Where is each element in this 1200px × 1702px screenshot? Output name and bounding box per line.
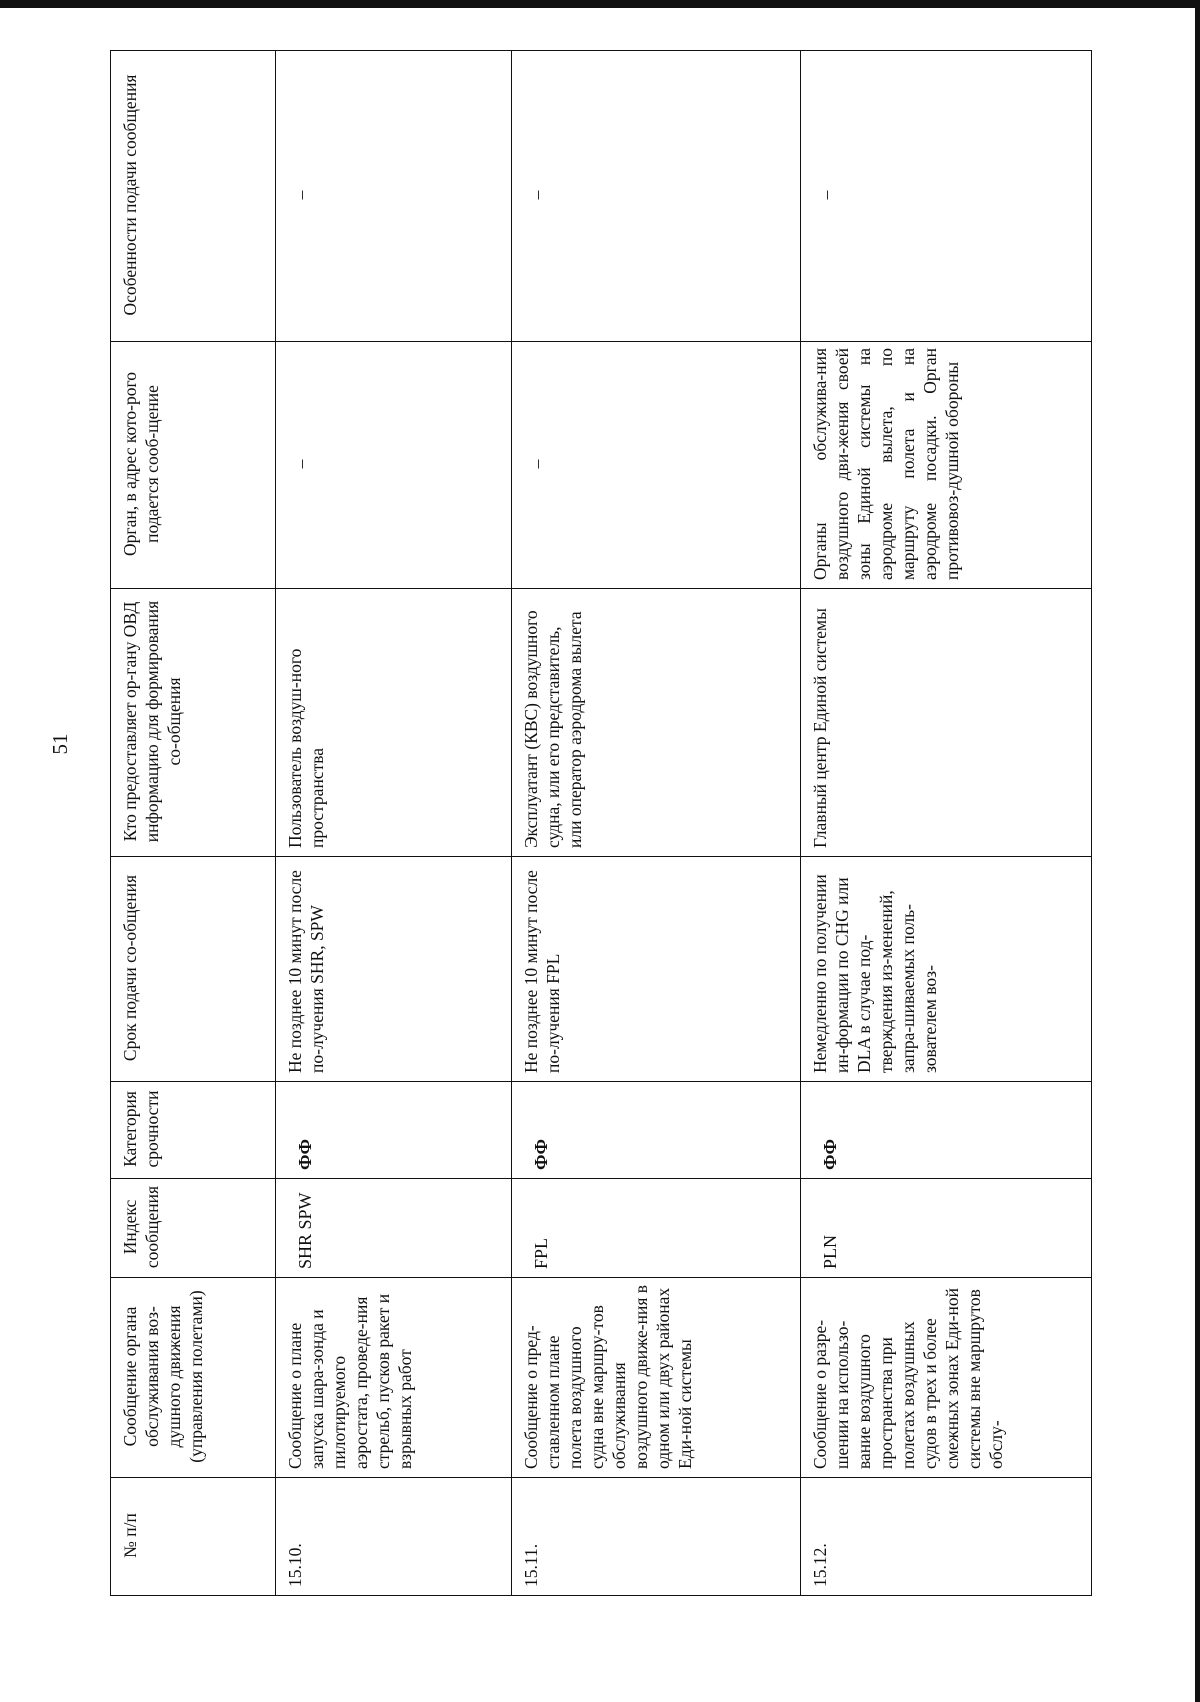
header-deadline: Срок подачи со-общения (111, 857, 276, 1082)
cell-index: FPL (512, 1179, 801, 1278)
header-number: № п/п (111, 1478, 276, 1596)
cell-category: ФФ (512, 1082, 801, 1179)
table-row (512, 51, 801, 1596)
cell-recipient: Органы обслужива-ния воздушного дви-жения своей зоны Единой системы на аэродроме вылета, по маршруту полета и на аэродроме посадки. Орган противовоз-душной обороны (801, 342, 1092, 589)
cell-provider: Главный центр Единой системы (801, 589, 1092, 857)
table-header-row (111, 51, 276, 1596)
cell-message: Сообщение о плане запуска шара-зонда и пилотируемого аэростата, проведе-ния стрельб, пусков ракет и взрывных работ (276, 1278, 512, 1478)
cell-features: – (512, 51, 801, 342)
cell-provider: Пользователь воздуш-ного пространства (276, 589, 512, 857)
cell-number: 15.12. (801, 1478, 1092, 1596)
table-row (276, 51, 512, 1596)
scan-right-edge (1195, 0, 1200, 1702)
cell-message: Сообщение о пред-ставленном плане полета воздушного судна вне маршру-тов обслуживания воздушного движе-ния в одном или двух районах Еди-ной системы (512, 1278, 801, 1478)
cell-deadline: Не позднее 10 минут после по-лучения SHR, SPW (276, 857, 512, 1082)
cell-category: ФФ (276, 1082, 512, 1179)
header-provider: Кто предоставляет ор-гану ОВД информацию для формирования со-общения (111, 589, 276, 857)
header-recipient: Орган, в адрес кото-рого подается сооб-щение (111, 342, 276, 589)
rotated-page (48, 51, 1092, 1596)
cell-features: – (801, 51, 1092, 342)
cell-index: PLN (801, 1179, 1092, 1278)
cell-index: SHR SPW (276, 1179, 512, 1278)
cell-features: – (276, 51, 512, 342)
message-table (110, 50, 1092, 1596)
scan-top-edge (0, 0, 1200, 8)
cell-message: Сообщение о разре-шении на использо-вание воздушного пространства при полетах воздушных судов в трех и более смежных зонах Еди-ной системы вне маршрутов обслу- (801, 1278, 1092, 1478)
header-category: Категория срочности (111, 1082, 276, 1179)
cell-deadline: Не позднее 10 минут после по-лучения FPL (512, 857, 801, 1082)
cell-number: 15.11. (512, 1478, 801, 1596)
header-message: Сообщение органа обслуживания воз-душного движения (управления полетами) (111, 1278, 276, 1478)
header-features: Особенности подачи сообщения (111, 51, 276, 342)
cell-provider: Эксплуатант (КВС) воздушного судна, или его представитель, или оператор аэродрома вылета (512, 589, 801, 857)
cell-category: ФФ (801, 1082, 1092, 1179)
cell-deadline: Немедленно по получении ин-формации по CHG или DLA в случае под-тверждения из-менений, запра-шиваемых поль-зователем воз- (801, 857, 1092, 1082)
cell-number: 15.10. (276, 1478, 512, 1596)
page-number: 51 (48, 733, 72, 755)
header-index: Индекс сообщения (111, 1179, 276, 1278)
table-row (801, 51, 1092, 1596)
cell-recipient: – (276, 342, 512, 589)
cell-recipient: – (512, 342, 801, 589)
